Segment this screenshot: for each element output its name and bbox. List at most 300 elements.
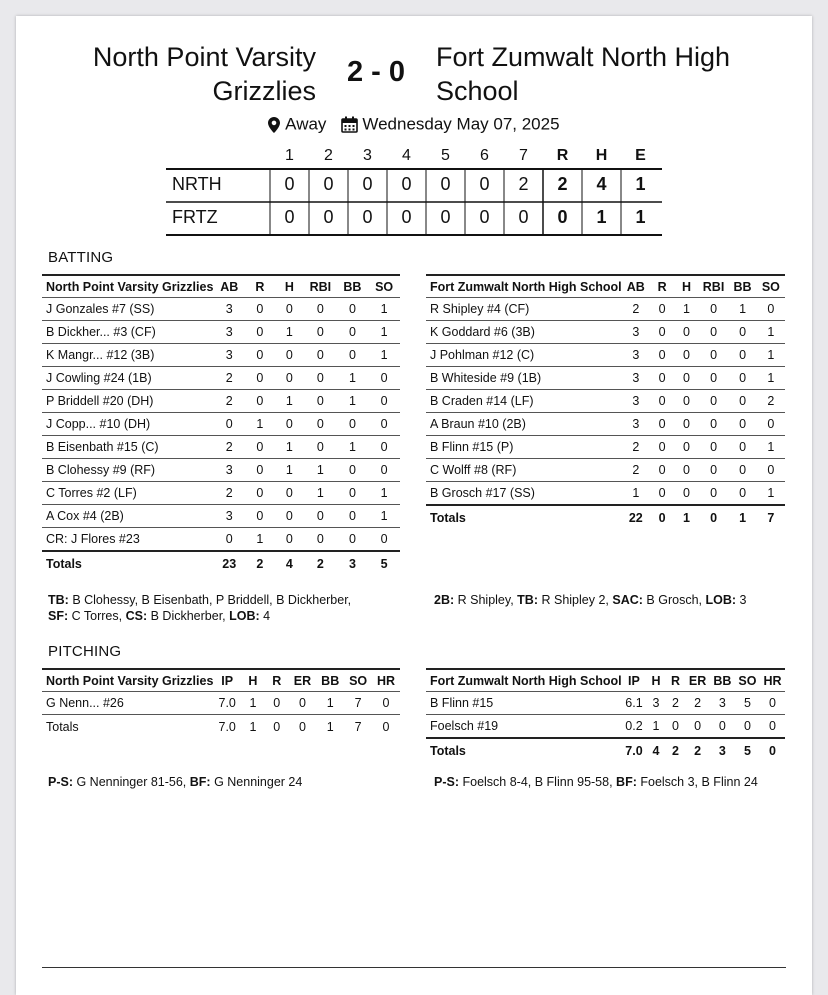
- stat-cell: 0: [699, 367, 729, 390]
- player-name: J Gonzales #7 (SS): [42, 298, 213, 321]
- stat-cell: 1: [757, 482, 785, 506]
- stat-cell: 2: [622, 298, 650, 321]
- er-header: ER: [289, 669, 317, 692]
- stat-cell: 0: [674, 390, 698, 413]
- runs-total: 0: [557, 207, 568, 227]
- stat-cell: 0: [245, 505, 275, 528]
- inning-score: 0: [284, 174, 295, 194]
- stat-cell: 3: [213, 321, 245, 344]
- player-row: [42, 321, 400, 344]
- tb-label: TB:: [48, 593, 69, 607]
- player-name: K Mangr... #12 (3B): [42, 344, 213, 367]
- stat-cell: 0: [368, 528, 400, 552]
- hits-total: 4: [596, 174, 607, 194]
- totals-label: Totals: [46, 720, 79, 734]
- stat-cell: 1: [275, 436, 305, 459]
- stat-cell: 0: [699, 344, 729, 367]
- inning-2-header: 2: [324, 147, 333, 164]
- total-cell: 2: [672, 744, 679, 758]
- sf-value: C Torres,: [71, 609, 123, 623]
- ip-header: IP: [622, 669, 647, 692]
- pitching-header-row: [42, 669, 400, 692]
- errors-total: 1: [635, 207, 646, 227]
- inning-4-header: 4: [402, 147, 411, 164]
- stat-cell: 0: [337, 528, 369, 552]
- player-name: J Copp... #10 (DH): [42, 413, 213, 436]
- stat-cell: 0: [275, 344, 305, 367]
- batting-table-home: [42, 274, 400, 576]
- footer-divider: [42, 967, 786, 968]
- player-name: J Cowling #24 (1B): [42, 367, 213, 390]
- stat-cell: 0: [674, 436, 698, 459]
- stat-cell: 0: [275, 505, 305, 528]
- player-name: CR: J Flores #23: [42, 528, 213, 552]
- player-row: [426, 482, 785, 506]
- totals-label: Totals: [46, 557, 82, 571]
- stat-cell: 0: [337, 413, 369, 436]
- total-cell: 0: [768, 744, 776, 758]
- batting-section-title: BATTING: [48, 249, 114, 266]
- bf-label: BF:: [189, 775, 211, 789]
- stat-cell: 2: [213, 367, 245, 390]
- tb-label: TB:: [517, 593, 538, 607]
- player-row: [426, 367, 785, 390]
- player-row: [42, 413, 400, 436]
- bf-value: G Nenninger 24: [214, 775, 303, 789]
- stat-cell: 0: [650, 436, 674, 459]
- tb-value: R Shipley 2,: [541, 593, 609, 607]
- stat-cell: 0: [275, 482, 305, 505]
- stat-cell: 1: [245, 413, 275, 436]
- hits-total: 1: [596, 207, 607, 227]
- stat-cell: 3: [622, 344, 650, 367]
- stat-cell: 0: [289, 692, 317, 715]
- stat-cell: 1: [337, 436, 369, 459]
- total-cell: 23: [222, 557, 237, 571]
- team-column-header: North Point Varsity Grizzlies: [42, 669, 213, 692]
- stat-cell: 0: [275, 367, 305, 390]
- stat-cell: 3: [622, 390, 650, 413]
- total-cell: 7: [767, 511, 775, 525]
- stat-cell: 0: [304, 390, 337, 413]
- stat-cell: 7: [344, 692, 372, 715]
- hr-header: HR: [372, 669, 400, 692]
- stat-cell: 0: [728, 436, 756, 459]
- player-name: B Grosch #17 (SS): [426, 482, 622, 506]
- inning-1-header: 1: [285, 147, 294, 164]
- stat-cell: 0: [650, 321, 674, 344]
- stat-cell: 1: [728, 298, 756, 321]
- stat-cell: 0: [304, 367, 337, 390]
- bf-label: BF:: [616, 775, 637, 789]
- player-row: [42, 298, 400, 321]
- doubles-value: R Shipley,: [457, 593, 514, 607]
- stat-cell: 1: [245, 528, 275, 552]
- r-header: R: [245, 275, 275, 298]
- team-column-header: Fort Zumwalt North High School: [426, 275, 622, 298]
- game-date: Wednesday May 07, 2025: [362, 114, 560, 134]
- stat-cell: 1: [757, 367, 785, 390]
- sac-label: SAC:: [612, 593, 643, 607]
- h-header: H: [674, 275, 698, 298]
- stat-cell: 0: [699, 390, 729, 413]
- stat-cell: 0: [275, 413, 305, 436]
- bb-header: BB: [337, 275, 369, 298]
- stat-cell: 1: [275, 459, 305, 482]
- stat-cell: 0: [699, 436, 729, 459]
- stat-cell: 0: [674, 321, 698, 344]
- tb-value: B Clohessy, B Eisenbath, P Briddell, B Dickherber,: [72, 593, 352, 607]
- bb-header: BB: [710, 669, 735, 692]
- stat-cell: 0: [650, 344, 674, 367]
- stat-cell: 0: [674, 344, 698, 367]
- stat-cell: 2: [622, 436, 650, 459]
- player-row: [426, 692, 785, 715]
- stat-cell: 5: [735, 692, 760, 715]
- player-name: J Pohlman #12 (C): [426, 344, 622, 367]
- batting-away-rows: [426, 298, 785, 531]
- hits-header: H: [595, 147, 608, 164]
- stat-cell: 0: [666, 715, 686, 739]
- stat-cell: 0: [760, 715, 785, 739]
- stat-cell: 0: [674, 482, 698, 506]
- stat-cell: 0: [368, 390, 400, 413]
- lob-label: LOB:: [705, 593, 737, 607]
- inning-7-header: 7: [519, 147, 528, 164]
- stat-cell: 0: [368, 367, 400, 390]
- stat-cell: 0: [245, 482, 275, 505]
- stat-cell: 0: [304, 321, 337, 344]
- totals-row: [42, 715, 400, 740]
- stat-cell: 0: [650, 413, 674, 436]
- player-row: [42, 482, 400, 505]
- inning-score: 0: [518, 207, 529, 227]
- ab-header: AB: [622, 275, 650, 298]
- inning-5-header: 5: [441, 147, 450, 164]
- stat-cell: 0: [685, 715, 710, 739]
- inning-score: 0: [479, 174, 490, 194]
- stat-cell: 1: [368, 298, 400, 321]
- game-meta: [16, 114, 812, 135]
- stat-cell: 3: [622, 367, 650, 390]
- player-name: B Craden #14 (LF): [426, 390, 622, 413]
- stat-cell: 0: [275, 528, 305, 552]
- player-row: [42, 459, 400, 482]
- linescore-header: [166, 144, 662, 168]
- stat-cell: 0: [245, 390, 275, 413]
- errors-header: E: [635, 147, 646, 164]
- stat-cell: 3: [622, 321, 650, 344]
- so-header: SO: [735, 669, 760, 692]
- inning-score: 2: [518, 174, 529, 194]
- stat-cell: 0: [245, 367, 275, 390]
- player-name: K Goddard #6 (3B): [426, 321, 622, 344]
- player-name: B Dickher... #3 (CF): [42, 321, 213, 344]
- inning-score: 0: [479, 207, 490, 227]
- totals-row: [42, 551, 400, 576]
- stat-cell: 2: [213, 436, 245, 459]
- stat-cell: 0: [304, 344, 337, 367]
- stat-cell: 1: [757, 321, 785, 344]
- stat-cell: 0: [728, 367, 756, 390]
- pitching-header-row: [426, 669, 785, 692]
- stat-cell: 3: [622, 413, 650, 436]
- inning-score: 0: [323, 207, 334, 227]
- stat-cell: 1: [368, 321, 400, 344]
- linescore-row-home: [166, 168, 662, 201]
- sac-value: B Grosch,: [646, 593, 702, 607]
- stat-cell: 0: [368, 459, 400, 482]
- player-name: B Flinn #15 (P): [426, 436, 622, 459]
- inning-score: 0: [440, 207, 451, 227]
- stat-cell: 0: [650, 482, 674, 506]
- box-score-page: [16, 16, 812, 995]
- player-row: [426, 321, 785, 344]
- stat-cell: 1: [275, 321, 305, 344]
- stat-cell: 0: [728, 390, 756, 413]
- linescore-team: FRTZ: [172, 207, 218, 227]
- stat-cell: 0: [699, 298, 729, 321]
- inning-score: 0: [401, 207, 412, 227]
- stat-cell: 0: [760, 692, 785, 715]
- inning-score: 0: [323, 174, 334, 194]
- stat-cell: 2: [685, 692, 710, 715]
- stat-cell: 3: [213, 344, 245, 367]
- total-cell: 0: [273, 720, 281, 734]
- stat-cell: 1: [368, 344, 400, 367]
- cs-value: B Dickherber,: [150, 609, 226, 623]
- runs-total: 2: [557, 174, 568, 194]
- batting-table-away: [426, 274, 785, 530]
- sf-label: SF:: [48, 609, 69, 623]
- bb-header: BB: [316, 669, 344, 692]
- total-cell: 3: [718, 744, 726, 758]
- stat-cell: 3: [213, 298, 245, 321]
- total-cell: 7: [354, 720, 362, 734]
- total-cell: 22: [628, 511, 643, 525]
- linescore: [166, 144, 662, 234]
- stat-cell: 0: [304, 505, 337, 528]
- pitching-table-away: [426, 668, 785, 763]
- stat-cell: 1: [368, 482, 400, 505]
- stat-cell: 0: [337, 298, 369, 321]
- player-row: [426, 459, 785, 482]
- doubles-label: 2B:: [434, 593, 455, 607]
- stat-cell: 0: [710, 715, 735, 739]
- stat-cell: 3: [646, 692, 666, 715]
- stat-cell: 0: [699, 459, 729, 482]
- stat-cell: 0: [757, 413, 785, 436]
- stat-cell: 0: [650, 459, 674, 482]
- stat-cell: 0: [245, 436, 275, 459]
- stat-cell: 1: [337, 367, 369, 390]
- player-name: G Nenn... #26: [42, 692, 213, 715]
- errors-total: 1: [635, 174, 646, 194]
- r-header: R: [265, 669, 289, 692]
- stat-cell: 0: [337, 321, 369, 344]
- inning-score: 0: [284, 207, 295, 227]
- stat-cell: 0: [245, 459, 275, 482]
- stat-cell: 0: [728, 321, 756, 344]
- stat-cell: 1: [304, 459, 337, 482]
- ps-label: P-S:: [434, 775, 459, 789]
- hr-header: HR: [760, 669, 785, 692]
- team-column-header: North Point Varsity Grizzlies: [42, 275, 213, 298]
- stat-cell: 1: [337, 390, 369, 413]
- player-name: C Wolff #8 (RF): [426, 459, 622, 482]
- total-cell: 0: [298, 720, 306, 734]
- ab-header: AB: [213, 275, 245, 298]
- stat-cell: 7.0: [213, 692, 241, 715]
- bb-header: BB: [728, 275, 756, 298]
- stat-cell: 0: [674, 459, 698, 482]
- stat-cell: 1: [622, 482, 650, 506]
- pitching-section-title: PITCHING: [48, 643, 122, 660]
- stat-cell: 0: [304, 413, 337, 436]
- batting-header-row: [426, 275, 785, 298]
- stat-cell: 0: [674, 413, 698, 436]
- stat-cell: 0: [735, 715, 760, 739]
- stat-cell: 0: [699, 413, 729, 436]
- player-row: [42, 367, 400, 390]
- pitching-notes-away: [434, 774, 786, 790]
- batting-notes-home: [48, 592, 398, 624]
- player-row: [426, 436, 785, 459]
- stat-cell: 0: [699, 482, 729, 506]
- stat-cell: 3: [213, 459, 245, 482]
- total-cell: 4: [285, 557, 293, 571]
- pitching-notes-home: [48, 774, 398, 790]
- stat-cell: 2: [622, 459, 650, 482]
- stat-cell: 0: [337, 344, 369, 367]
- player-row: [426, 715, 785, 739]
- stat-cell: 2: [213, 390, 245, 413]
- h-header: H: [241, 669, 265, 692]
- inning-score: 0: [362, 174, 373, 194]
- totals-row: [426, 505, 785, 530]
- total-cell: 5: [743, 744, 751, 758]
- location-pin-icon: [268, 117, 280, 133]
- cs-label: CS:: [125, 609, 148, 623]
- stat-cell: 0: [245, 298, 275, 321]
- total-cell: 7.0: [218, 720, 236, 734]
- stat-cell: 0: [650, 298, 674, 321]
- player-name: B Clohessy #9 (RF): [42, 459, 213, 482]
- stat-cell: 3: [710, 692, 735, 715]
- stat-cell: 0: [372, 692, 400, 715]
- player-name: A Cox #4 (2B): [42, 505, 213, 528]
- stat-cell: 0: [674, 367, 698, 390]
- pitching-table-home: [42, 668, 400, 739]
- stat-cell: 1: [757, 436, 785, 459]
- batting-notes-away: [434, 592, 794, 608]
- player-row: [426, 413, 785, 436]
- player-name: B Flinn #15: [426, 692, 622, 715]
- calendar-icon: [341, 116, 358, 133]
- player-row: [426, 344, 785, 367]
- stat-cell: 1: [646, 715, 666, 739]
- stat-cell: 1: [241, 692, 265, 715]
- so-header: SO: [757, 275, 785, 298]
- stat-cell: 0: [245, 321, 275, 344]
- so-header: SO: [344, 669, 372, 692]
- player-row: [42, 528, 400, 552]
- stat-cell: 2: [757, 390, 785, 413]
- stat-cell: 0: [728, 482, 756, 506]
- home-team-name: North Point Varsity Grizzlies: [92, 42, 316, 106]
- player-row: [42, 692, 400, 715]
- total-cell: 4: [652, 744, 660, 758]
- total-cell: 1: [249, 720, 257, 734]
- totals-label: Totals: [430, 511, 466, 525]
- stat-cell: 3: [213, 505, 245, 528]
- inning-3-header: 3: [363, 147, 372, 164]
- pitching-home-rows: [42, 692, 400, 740]
- player-name: A Braun #10 (2B): [426, 413, 622, 436]
- total-cell: 2: [316, 557, 324, 571]
- inning-score: 0: [401, 174, 412, 194]
- linescore-row-away: [166, 201, 662, 234]
- lob-label: LOB:: [229, 609, 260, 623]
- stat-cell: 2: [666, 692, 686, 715]
- stat-cell: 0: [728, 459, 756, 482]
- stat-cell: 0: [337, 459, 369, 482]
- stat-cell: 0: [757, 298, 785, 321]
- stat-cell: 1: [304, 482, 337, 505]
- linescore-team: NRTH: [172, 174, 222, 194]
- total-cell: 2: [694, 744, 702, 758]
- stat-cell: 1: [275, 390, 305, 413]
- team-column-header: Fort Zumwalt North High School: [426, 669, 622, 692]
- lob-value: 3: [739, 593, 747, 607]
- rbi-header: RBI: [304, 275, 337, 298]
- h-header: H: [275, 275, 305, 298]
- so-header: SO: [368, 275, 400, 298]
- player-name: R Shipley #4 (CF): [426, 298, 622, 321]
- stat-cell: 0: [304, 298, 337, 321]
- stat-cell: 1: [316, 692, 344, 715]
- stat-cell: 0: [728, 344, 756, 367]
- batting-home-rows: [42, 298, 400, 577]
- player-name: B Whiteside #9 (1B): [426, 367, 622, 390]
- stat-cell: 0.2: [622, 715, 647, 739]
- r-header: R: [666, 669, 686, 692]
- stat-cell: 0: [337, 482, 369, 505]
- stat-cell: 0: [304, 528, 337, 552]
- stat-cell: 6.1: [622, 692, 647, 715]
- stat-cell: 0: [337, 505, 369, 528]
- stat-cell: 0: [304, 436, 337, 459]
- batting-header-row: [42, 275, 400, 298]
- totals-label: Totals: [430, 744, 466, 758]
- player-row: [42, 390, 400, 413]
- inning-score: 0: [440, 174, 451, 194]
- stat-cell: 0: [650, 390, 674, 413]
- total-cell: 2: [256, 557, 264, 571]
- stat-cell: 0: [757, 459, 785, 482]
- away-team-name: Fort Zumwalt North High School: [436, 42, 731, 106]
- game-location: Away: [285, 114, 327, 134]
- bf-value: Foelsch 3, B Flinn 24: [640, 775, 758, 789]
- stat-cell: 0: [368, 436, 400, 459]
- stat-cell: 1: [368, 505, 400, 528]
- ps-value: Foelsch 8-4, B Flinn 95-58,: [462, 775, 613, 789]
- final-score: 2 - 0: [346, 56, 406, 88]
- total-cell: 0: [382, 720, 390, 734]
- stat-cell: 0: [650, 367, 674, 390]
- stat-cell: 1: [757, 344, 785, 367]
- ps-label: P-S:: [48, 775, 73, 789]
